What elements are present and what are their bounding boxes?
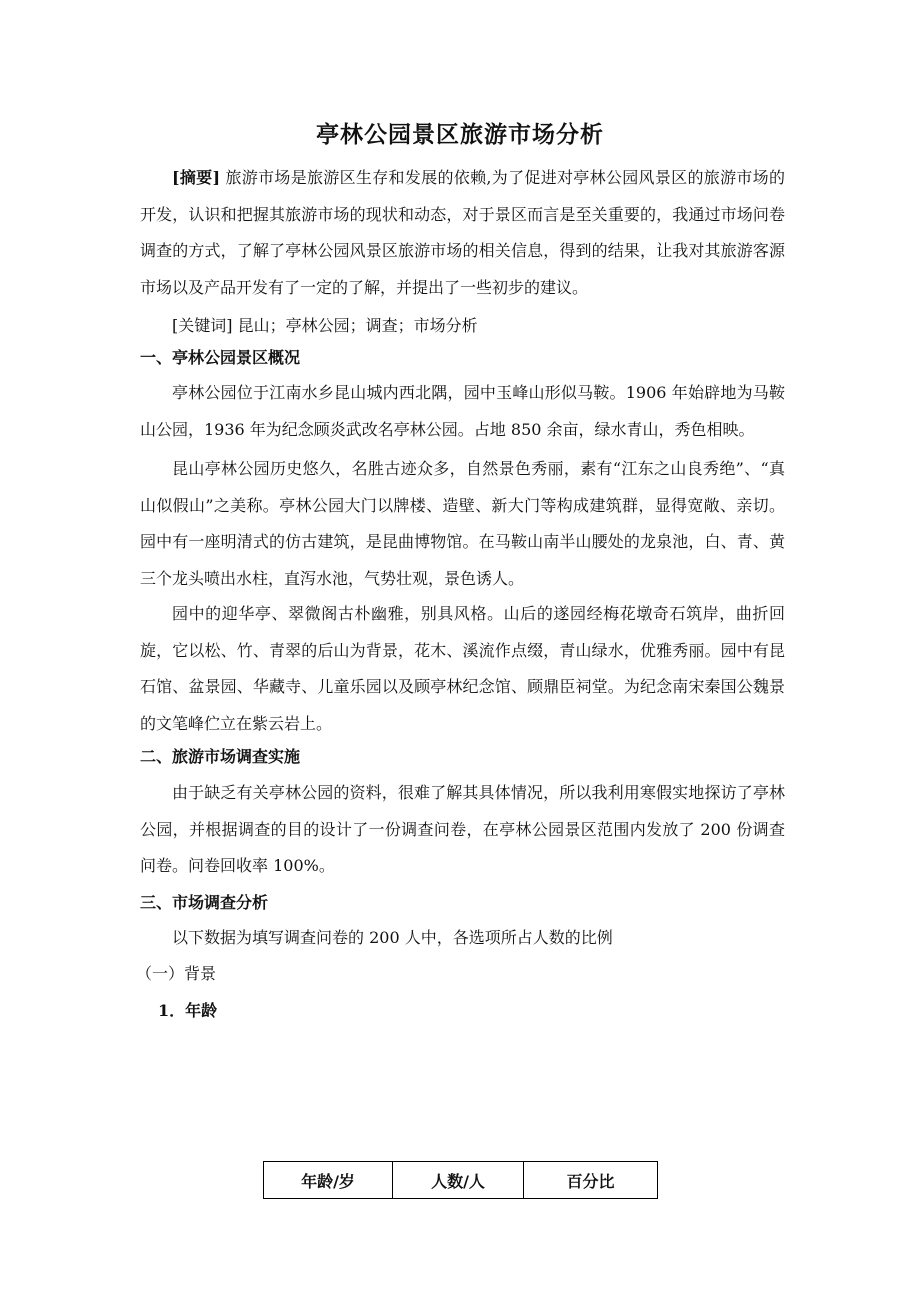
table-header-age: 年龄/岁 [264,1162,393,1199]
age-table [263,1161,658,1199]
section1-paragraph-1: 亭林公园位于江南水乡昆山城内西北隅，园中玉峰山形似马鞍。1906 年始辟地为马鞍山公园，1936 年为纪念顾炎武改名亭林公园。占地 850 余亩，绿水青山，秀色相映。 [140,383,785,439]
section2-paragraph-1: 由于缺乏有关亭林公园的资料，很难了解其具体情况，所以我利用寒假实地探访了亭林公园，并根据调查的目的设计了一份调查问卷，在亭林公园景区范围内发放了 200 份调查问卷。问卷回收率 100%。 [140,783,785,875]
section1-paragraph-3: 园中的迎华亭、翠微阁古朴幽雅，别具风格。山后的遂园经梅花墩奇石筑岸，曲折回旋，它以松、竹、青翠的后山为背景，花木、溪流作点缀，青山绿水，优雅秀丽。园中有昆石馆、盆景园、华藏寺、儿童乐园以及顾亭林纪念馆、顾鼎臣祠堂。为纪念南宋秦国公魏景的文笔峰伫立在紫云岩上。 [140,604,785,733]
table-header-count: 人数/人 [393,1162,524,1199]
section3-intro: 以下数据为填写调查问卷的 200 人中，各选项所占人数的比例 [172,928,613,947]
keywords-paragraph [140,308,785,345]
table-header-row [264,1162,658,1199]
subsection-background: （一）背景 [136,964,217,983]
keywords-text: 昆山；亭林公园；调查；市场分析 [237,316,478,335]
abstract-text: 旅游市场是旅游区生存和发展的依赖,为了促进对亭林公园风景区的旅游市场的开发，认识和把握其旅游市场的现状和动态，对于景区而言是至关重要的，我通过市场问卷调查的方式，了解了亭林公园风景区旅游市场的相关信息，得到的结果，让我对其旅游客源市场以及产品开发有了一定的了解，并提出了一些初步的建议。 [140,168,785,297]
page-title: 亭林公园景区旅游市场分析 [316,121,604,148]
section2-heading: 二、旅游市场调查实施 [140,747,301,766]
abstract-paragraph [140,160,785,306]
keywords-label: [关键词] [172,316,233,335]
section3-heading: 三、市场调查分析 [140,893,269,912]
section1-heading: 一、亭林公园景区概况 [140,348,301,367]
abstract-label: [摘要] [172,168,221,187]
table-header-percent: 百分比 [524,1162,658,1199]
section1-paragraph-2: 昆山亭林公园历史悠久，名胜古迹众多，自然景色秀丽，素有“江东之山良秀绝”、“真山似假山”之美称。亭林公园大门以牌楼、造壁、新大门等构成建筑群，显得宽敞、亲切。园中有一座明清式的仿古建筑，是昆曲博物馆。在马鞍山南半山腰处的龙泉池，白、青、黄三个龙头喷出水柱，直泻水池，气势壮观，景色诱人。 [140,459,785,588]
subsection-age: 1．年龄 [158,1001,218,1020]
